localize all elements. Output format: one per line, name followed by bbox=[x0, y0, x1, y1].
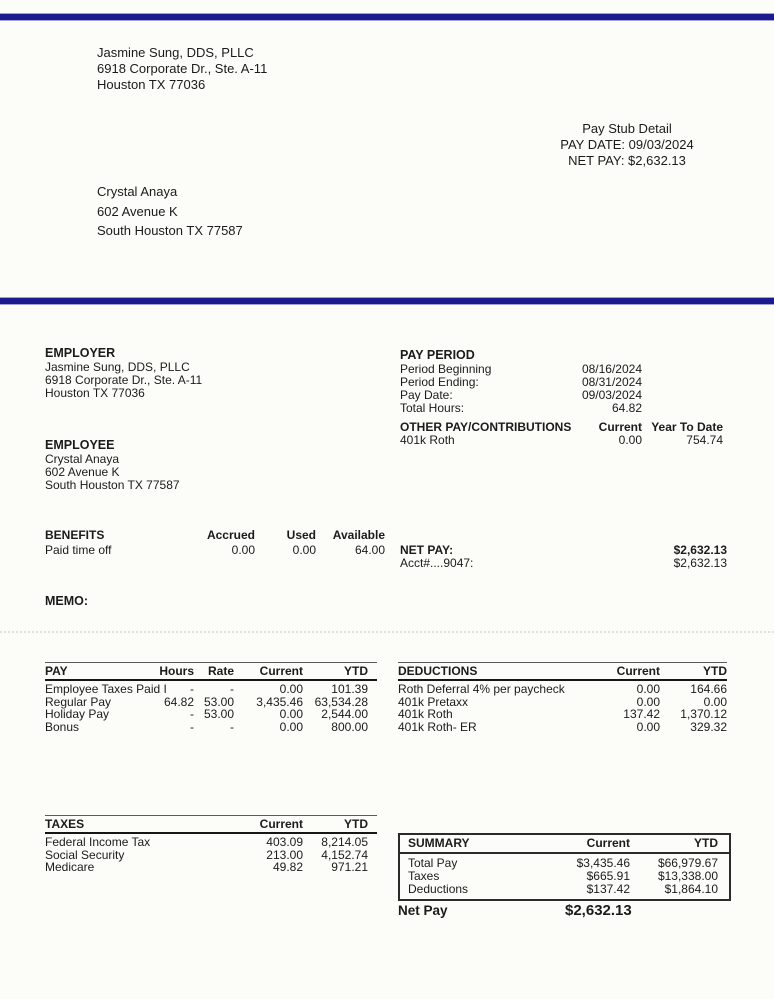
pay-period-value: 09/03/2024 bbox=[581, 388, 642, 402]
pay-row-current: 0.00 bbox=[279, 682, 303, 696]
net-pay-amount: $2,632.13 bbox=[673, 543, 727, 557]
employee-name: Crystal Anaya bbox=[45, 452, 120, 466]
employer-name: Jasmine Sung, DDS, PLLC bbox=[45, 360, 190, 374]
table-row bbox=[45, 861, 377, 874]
employer-heading: EMPLOYER bbox=[45, 346, 116, 360]
benefits-header-row bbox=[45, 529, 385, 542]
taxes-table-body bbox=[45, 834, 377, 874]
net-pay-label: NET PAY: bbox=[400, 543, 454, 557]
summary-label: Total Pay bbox=[408, 856, 458, 870]
summary-label: Taxes bbox=[408, 868, 440, 883]
pay-row-hours: - bbox=[190, 719, 194, 734]
stub-detail-block bbox=[535, 121, 719, 169]
summary-col-current: Current bbox=[586, 836, 630, 850]
employee-heading: EMPLOYEE bbox=[45, 438, 115, 452]
pay-period-label: Period Beginning bbox=[400, 362, 492, 376]
summary-label: Deductions bbox=[408, 881, 469, 896]
summary-current: $3,435.46 bbox=[576, 856, 630, 870]
table-row bbox=[45, 708, 377, 721]
tax-label: Medicare bbox=[45, 860, 95, 874]
benefits-col-available: Available bbox=[332, 528, 385, 542]
stub-net-pay: NET PAY: $2,632.13 bbox=[568, 153, 686, 168]
employer-address-line1: 6918 Corporate Dr., Ste. A-11 bbox=[45, 373, 203, 387]
other-pay-label: 401k Roth bbox=[400, 433, 455, 447]
pay-period-heading: PAY PERIOD bbox=[400, 348, 475, 362]
employer-address-line2: Houston TX 77036 bbox=[45, 386, 145, 400]
table-row bbox=[45, 683, 377, 696]
pay-row-ytd: 101.39 bbox=[331, 682, 368, 696]
net-pay-footer-amount: $2,632.13 bbox=[565, 902, 632, 919]
pay-period-label: Total Hours: bbox=[400, 401, 465, 415]
pay-row-current: 0.00 bbox=[279, 707, 303, 721]
company-name: Jasmine Sung, DDS, PLLC bbox=[97, 45, 254, 60]
net-pay-account-row bbox=[400, 557, 727, 570]
deductions-table-header bbox=[398, 662, 727, 681]
taxes-heading: TAXES bbox=[45, 817, 85, 831]
pay-col-rate: Rate bbox=[207, 664, 234, 678]
net-pay-footer-label: Net Pay bbox=[398, 903, 448, 918]
pay-table bbox=[45, 662, 377, 733]
table-row bbox=[45, 849, 377, 862]
pay-period-label: Period Ending: bbox=[400, 375, 479, 389]
benefits-section bbox=[45, 529, 385, 557]
employer-section bbox=[45, 347, 202, 400]
stub-title: Pay Stub Detail bbox=[582, 121, 672, 136]
pay-period-value: 08/16/2024 bbox=[581, 362, 642, 376]
pay-row-hours: - bbox=[190, 707, 194, 721]
pay-row-ytd: 800.00 bbox=[331, 719, 368, 734]
tax-current: 213.00 bbox=[266, 847, 303, 862]
table-row bbox=[400, 883, 729, 896]
pay-row-ytd: 2,544.00 bbox=[321, 707, 368, 721]
deduction-current: 137.42 bbox=[623, 707, 660, 721]
tax-ytd: 971.21 bbox=[331, 860, 368, 874]
other-pay-heading: OTHER PAY/CONTRIBUTIONS bbox=[400, 420, 572, 434]
pay-col-hours: Hours bbox=[159, 664, 194, 678]
payee-name: Crystal Anaya bbox=[97, 184, 178, 199]
summary-header-row bbox=[400, 835, 729, 854]
stub-pay-date: PAY DATE: 09/03/2024 bbox=[560, 137, 694, 152]
deductions-col-ytd: YTD bbox=[703, 664, 727, 678]
benefits-available: 64.00 bbox=[354, 543, 385, 557]
tax-current: 49.82 bbox=[272, 860, 303, 874]
tax-ytd: 8,214.05 bbox=[321, 835, 368, 849]
taxes-table bbox=[45, 815, 377, 874]
other-pay-current: 0.00 bbox=[618, 433, 642, 447]
tax-label: Social Security bbox=[45, 847, 125, 862]
middle-divider-bar bbox=[0, 297, 774, 305]
employee-section bbox=[45, 439, 180, 492]
check-company-address-block bbox=[97, 45, 267, 93]
table-row bbox=[45, 836, 377, 849]
pay-row-ytd: 63,534.28 bbox=[314, 694, 368, 709]
summary-box bbox=[398, 833, 731, 901]
payee-address-line1: 602 Avenue K bbox=[97, 203, 178, 219]
tax-label: Federal Income Tax bbox=[45, 835, 151, 849]
other-pay-section bbox=[400, 421, 723, 447]
deductions-table-body bbox=[398, 681, 727, 733]
summary-body bbox=[400, 854, 729, 899]
company-address-line2: Houston TX 77036 bbox=[97, 77, 206, 92]
other-pay-row bbox=[400, 434, 723, 447]
table-row bbox=[398, 683, 727, 696]
pay-row-rate: - bbox=[230, 682, 234, 696]
summary-current: $665.91 bbox=[586, 868, 630, 883]
table-row bbox=[398, 708, 727, 721]
pay-period-value: 08/31/2024 bbox=[581, 375, 642, 389]
pay-period-value: 64.82 bbox=[611, 401, 642, 415]
summary-ytd: $66,979.67 bbox=[657, 856, 718, 870]
pay-period-section bbox=[400, 349, 642, 415]
deduction-ytd: 1,370.12 bbox=[680, 707, 727, 721]
net-pay-account-amount: $2,632.13 bbox=[673, 556, 727, 570]
deduction-label: 401k Roth bbox=[398, 707, 453, 721]
pay-period-label: Pay Date: bbox=[400, 388, 453, 402]
deduction-label: 401k Roth- ER bbox=[398, 719, 477, 734]
pay-row-label: Employee Taxes Paid I bbox=[45, 682, 167, 696]
pay-period-row bbox=[400, 402, 642, 415]
benefits-heading: BENEFITS bbox=[45, 528, 105, 542]
taxes-table-header bbox=[45, 815, 377, 834]
pay-row-current: 3,435.46 bbox=[256, 694, 303, 709]
deduction-label: Roth Deferral 4% per paycheck bbox=[398, 682, 565, 696]
deduction-current: 0.00 bbox=[636, 694, 660, 709]
benefits-row bbox=[45, 544, 385, 557]
benefits-col-used: Used bbox=[286, 528, 316, 542]
tax-current: 403.09 bbox=[266, 835, 303, 849]
summary-heading: SUMMARY bbox=[408, 836, 470, 850]
deductions-table bbox=[398, 662, 727, 733]
employee-address-line2: South Houston TX 77587 bbox=[45, 478, 180, 492]
memo-label: MEMO: bbox=[45, 594, 89, 608]
net-pay-account-label: Acct#....9047: bbox=[400, 556, 474, 570]
benefits-accrued: 0.00 bbox=[231, 543, 255, 557]
summary-ytd: $1,864.10 bbox=[664, 881, 718, 896]
deduction-label: 401k Pretaxx bbox=[398, 694, 469, 709]
pay-row-rate: - bbox=[230, 719, 234, 734]
payee-address-block bbox=[97, 182, 243, 241]
pay-row-label: Holiday Pay bbox=[45, 707, 110, 721]
deduction-current: 0.00 bbox=[636, 719, 660, 734]
net-pay-section bbox=[400, 544, 727, 570]
pay-table-heading: PAY bbox=[45, 664, 68, 678]
deductions-col-current: Current bbox=[616, 664, 660, 678]
tax-ytd: 4,152.74 bbox=[321, 847, 368, 862]
summary-ytd: $13,338.00 bbox=[657, 868, 718, 883]
pay-row-rate: 53.00 bbox=[203, 707, 234, 721]
pay-col-ytd: YTD bbox=[344, 664, 368, 678]
deduction-ytd: 0.00 bbox=[703, 694, 727, 709]
benefits-used: 0.00 bbox=[292, 543, 316, 557]
deduction-ytd: 164.66 bbox=[690, 682, 727, 696]
other-pay-ytd: 754.74 bbox=[686, 433, 723, 447]
employee-address-line1: 602 Avenue K bbox=[45, 465, 120, 479]
pay-col-current: Current bbox=[259, 664, 303, 678]
deductions-heading: DEDUCTIONS bbox=[398, 664, 478, 678]
pay-row-hours: - bbox=[190, 682, 194, 696]
benefits-label: Paid time off bbox=[45, 543, 112, 557]
table-row bbox=[400, 870, 729, 883]
deduction-ytd: 329.32 bbox=[690, 719, 727, 734]
deduction-current: 0.00 bbox=[636, 682, 660, 696]
taxes-col-current: Current bbox=[259, 817, 303, 831]
table-row bbox=[398, 721, 727, 734]
pay-row-label: Bonus bbox=[45, 719, 80, 734]
top-divider-bar bbox=[0, 13, 774, 21]
pay-row-rate: 53.00 bbox=[203, 694, 234, 709]
table-row bbox=[400, 857, 729, 870]
pay-table-header bbox=[45, 662, 377, 681]
other-pay-col-ytd: Year To Date bbox=[651, 420, 723, 434]
pay-row-label: Regular Pay bbox=[45, 694, 112, 709]
pay-table-body bbox=[45, 681, 377, 733]
company-address-line1: 6918 Corporate Dr., Ste. A-11 bbox=[97, 61, 268, 76]
pay-row-current: 0.00 bbox=[279, 719, 303, 734]
summary-col-ytd: YTD bbox=[694, 836, 718, 850]
other-pay-col-current: Current bbox=[598, 420, 642, 434]
benefits-col-accrued: Accrued bbox=[206, 528, 255, 542]
taxes-col-ytd: YTD bbox=[344, 817, 368, 831]
perforation-divider bbox=[0, 631, 774, 633]
table-row bbox=[45, 721, 377, 734]
payee-address-line2: South Houston TX 77587 bbox=[97, 223, 243, 238]
pay-row-hours: 64.82 bbox=[163, 694, 194, 709]
summary-current: $137.42 bbox=[586, 881, 630, 896]
